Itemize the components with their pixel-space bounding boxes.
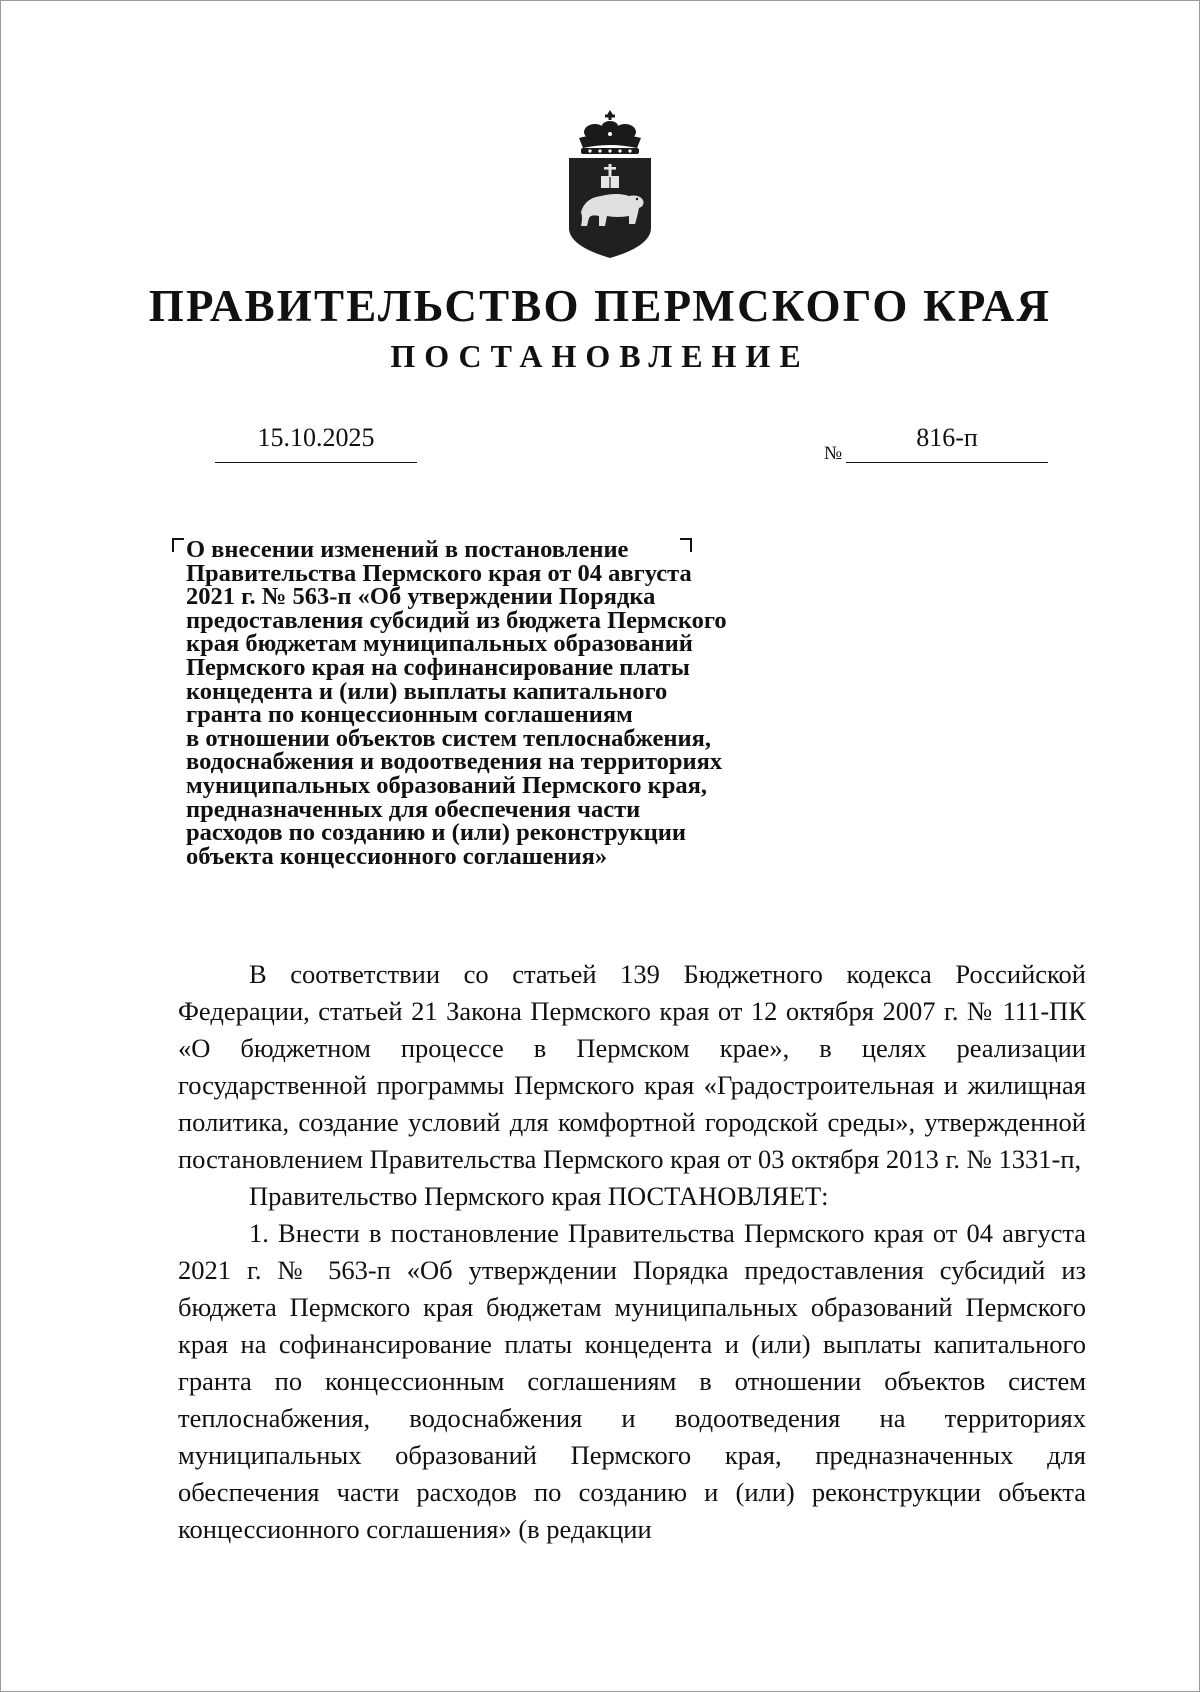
- subject-line: концедента и (или) выплаты капитального: [186, 677, 668, 705]
- document-date: [215, 418, 417, 463]
- body-paragraph-item-1: 1. Внести в постановление Правительства Пермского края от 04 августа 2021 г. № 563-п «Об утверждении Порядка предоставления субсидий из бюджета Пермского края бюджетам муниципальных образований Пермского края на софинансирование платы концедента и (или) выплаты капитального гранта по концессионным соглашениям в отношении объектов систем теплоснабжения, водоснабжения и водоотведения на территориях муниципальных образований Пермского края, предназначенных для обеспечения части расходов по созданию и (или) реконструкции объекта концессионного соглашения» (в редакции: [178, 1218, 1086, 1544]
- subject-line: предоставления субсидий из бюджета Пермского: [186, 606, 727, 634]
- document-number: [846, 418, 1048, 463]
- subject-line: объекта концессионного соглашения»: [186, 842, 608, 870]
- subject-line: Правительства Пермского края от 04 августа: [186, 559, 692, 587]
- subject-line: предназначенных для обеспечения части: [186, 795, 641, 823]
- subject-line: О внесении изменений в постановление: [186, 536, 629, 563]
- document-body: [178, 956, 1086, 1548]
- subject-line: в отношении объектов систем теплоснабжения,: [186, 724, 712, 752]
- subject-line: муниципальных образований Пермского края,: [186, 771, 708, 799]
- number-sign: №: [824, 443, 843, 464]
- document-type-title: ПОСТАНОВЛЕНИЕ: [390, 338, 810, 374]
- subject-line: водоснабжения и водоотведения на территориях: [186, 748, 723, 776]
- perm-krai-coat-of-arms-icon: [565, 108, 655, 260]
- subject-line: 2021 г. № 563-п «Об утверждении Порядка: [186, 583, 656, 611]
- subject-line: Пермского края на софинансирование платы: [186, 653, 690, 681]
- subject-line: расходов по созданию и (или) реконструкции: [186, 819, 686, 847]
- body-paragraph-resolves: Правительство Пермского края ПОСТАНОВЛЯЕТ:: [249, 1181, 829, 1211]
- document-date-value: 15.10.2025: [257, 423, 375, 452]
- body-paragraph-preamble: В соответствии со статьей 139 Бюджетного кодекса Российской Федерации, статьей 21 Закона Пермского края от 12 октября 2007 г. № 111-ПК «О бюджетном процессе в Пермском крае», в целях реализации государственной программы Пермского края «Градостроительная и жилищная политика, создание условий для комфортной городской среды», утвержденной постановлением Правительства Пермского края от 03 октября 2013 г. № 1331-п,: [178, 959, 1086, 1174]
- document-subject: [186, 538, 826, 868]
- government-title: ПРАВИТЕЛЬСТВО ПЕРМСКОГО КРАЯ: [148, 281, 1052, 331]
- subject-line: края бюджетам муниципальных образований: [186, 630, 693, 658]
- document-number-value: 816-п: [916, 423, 978, 452]
- subject-corner-left: [172, 538, 184, 552]
- subject-line: гранта по концессионным соглашениям: [186, 701, 633, 729]
